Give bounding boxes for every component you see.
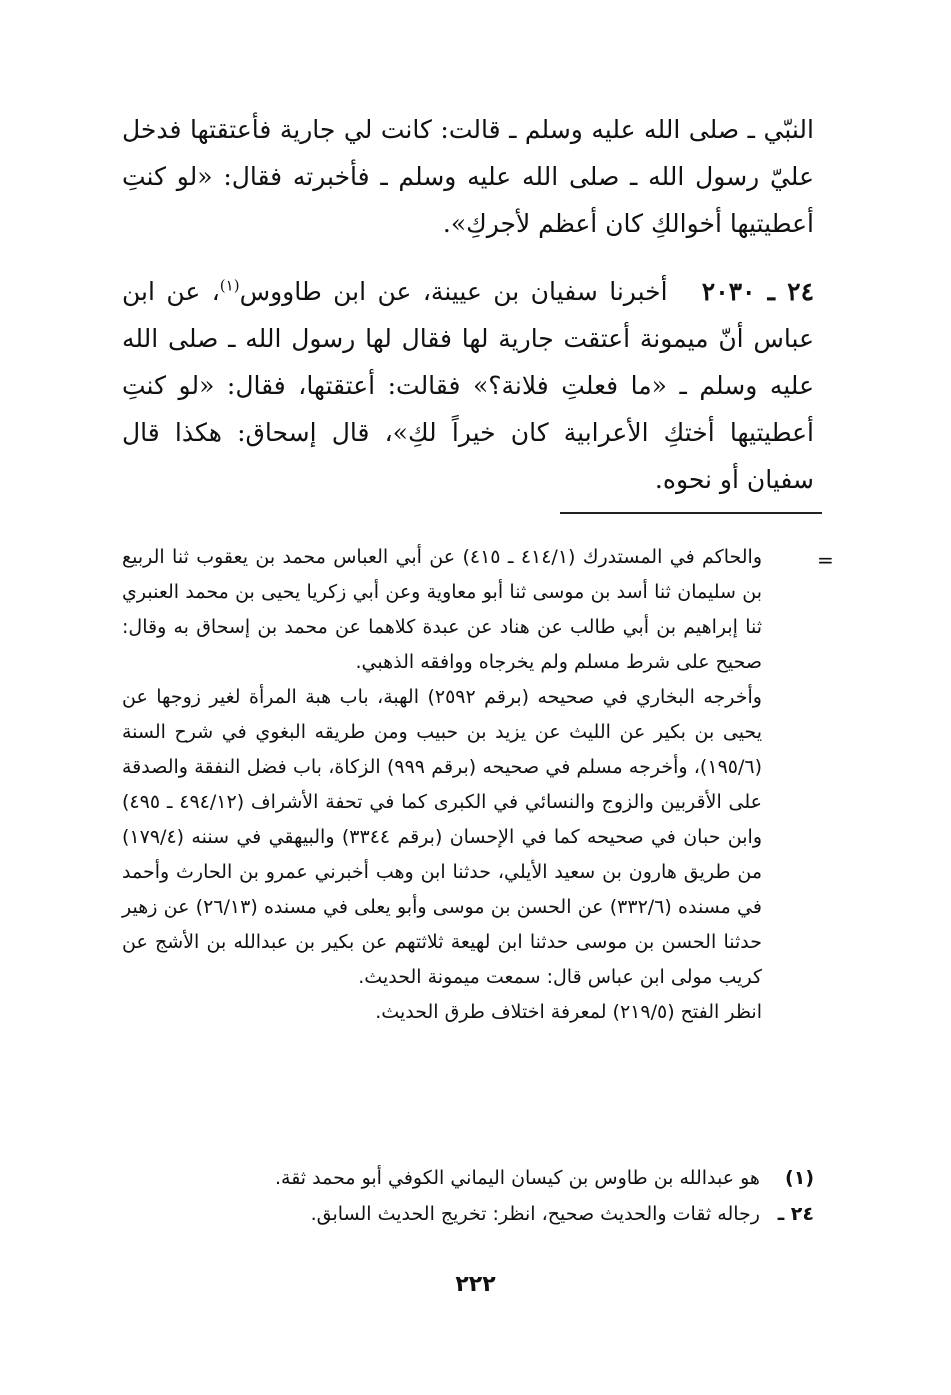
footnote-text: هو عبدالله بن طاوس بن كيسان اليماني الكوفي أبو محمد ثقة. [274, 1167, 760, 1189]
note-paragraph-bukhari: وأخرجه البخاري في صحيحه (برقم ٢٥٩٢) الهبة، باب هبة المرأة لغير زوجها عن يحيى بن بكير عن الليث عن يزيد بن حبيب ومن طريقه البغوي في شرح السنة (١٩٥/٦)، وأخرجه مسلم في صحيحه (برقم ٩٩٩) الزكاة، باب فضل النفقة والصدقة على الأقربين والزوج والنسائي في الكبرى كما في تحفة الأشراف (٤٩٤/١٢ ـ ٤٩٥) وابن حبان في صحيحه كما في الإحسان (برقم ٣٣٤٤) والبيهقي في سننه (١٧٩/٤) من طريق هارون بن سعيد الأيلي، حدثنا ابن وهب أخبرني عمرو بن الحارث وأحمد في مسنده (٣٣٢/٦) عن الحسن بن موسى وأبو يعلى في مسنده (٢٦/١٣) عن زهير حدثنا الحسن بن موسى حدثنا ابن لهيعة ثلاثتهم عن بكير بن عبدالله بن الأشج عن كريب مولى ابن عباس قال: سمعت ميمونة الحديث. [122, 686, 763, 988]
footnotes [122, 1160, 814, 1232]
main-paragraph-continuation: النبّي ـ صلى الله عليه وسلم ـ قالت: كانت لي جارية فأعتقتها فدخل عليّ رسول الله ـ صلى الله عليه وسلم ـ فأخبرته فقال: «لو كنتِ أعطيتيها أخوالكِ كان أعظم لأجركِ». [122, 115, 814, 238]
note-paragraph-hakim: والحاكم في المستدرك (٤١٤/١ ـ ٤١٥) عن أبي العباس محمد بن يعقوب ثنا الربيع بن سليمان ثنا أسد بن موسى ثنا أبو معاوية وعن أبي زكريا يحيى بن محمد العنبري ثنا إبراهيم بن أبي طالب عن هناد عن عبدة كلاهما عن محمد بن إسحاق به وقال: صحيح على شرط مسلم ولم يخرجاه ووافقه الذهبي. [122, 546, 762, 673]
footnote-1 [122, 1160, 814, 1196]
footnote-text: رجاله ثقات والحديث صحيح، انظر: تخريج الحديث السابق. [310, 1203, 760, 1225]
note-paragraph-fath: انظر الفتح (٢١٩/٥) لمعرفة اختلاف طرق الحديث. [375, 1001, 762, 1023]
hadith-number: ٢٤ ـ ٢٠٣٠ [701, 277, 815, 306]
hadith-paragraph [122, 268, 814, 503]
continuation-mark: = [817, 548, 834, 572]
footnote-reference: (١) [219, 276, 240, 295]
footnote-hadith-24 [122, 1196, 814, 1232]
footnote-label: ٢٤ ـ [777, 1203, 814, 1225]
page-number: ٢٢٢ [455, 1272, 496, 1297]
footnote-separator-rule [560, 512, 822, 514]
hadith-text-start: أخبرنا سفيان بن عيينة، عن ابن طاووس [239, 277, 668, 306]
takhrij-notes [122, 540, 762, 1030]
hadith-text-rest: ، عن ابن عباس أنّ ميمونة أعتقت جارية لها فقال لها رسول الله ـ صلى الله عليه وسلم ـ «ما فعلتِ فلانة؟» فقالت: أعتقتها، فقال: «لو كنتِ أعطيتيها أختكِ الأعرابية كان خيراً لكِ»، قال إسحاق: هكذا قال سفيان أو نحوه. [122, 277, 814, 494]
footnote-label: (١) [785, 1167, 814, 1189]
